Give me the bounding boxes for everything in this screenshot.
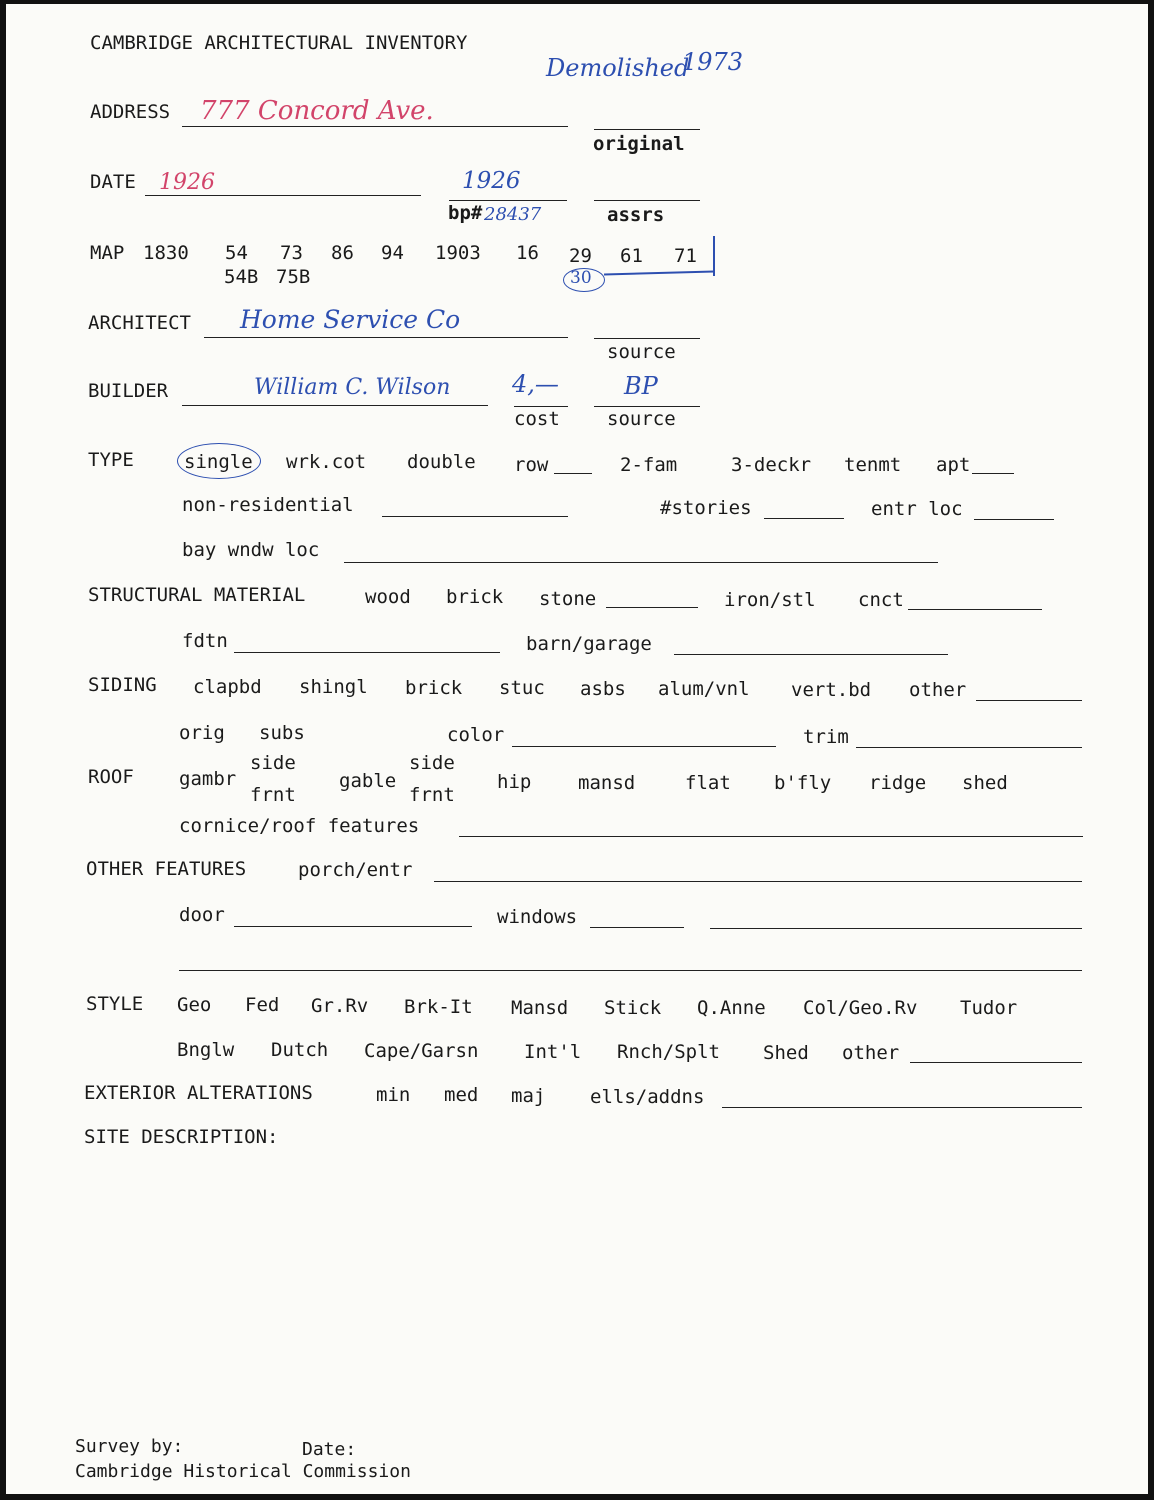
builder-label: BUILDER [88, 380, 169, 402]
style-geo[interactable]: Geo [177, 994, 212, 1016]
original-line [594, 129, 700, 130]
siding-orig[interactable]: orig [179, 722, 225, 744]
siding-vert[interactable]: vert.bd [791, 679, 872, 701]
type-row[interactable]: row [514, 454, 549, 476]
windows-line-2[interactable] [710, 928, 1082, 929]
architect-label: ARCHITECT [88, 312, 191, 334]
survey-date-label: Date: [302, 1439, 357, 1460]
siding-other[interactable]: other [909, 679, 967, 701]
form-title: CAMBRIDGE ARCHITECTURAL INVENTORY [90, 32, 468, 54]
map-year-75b: 75B [276, 266, 311, 288]
stone-line [606, 607, 698, 608]
type-single-circle-mark [177, 443, 261, 479]
date-line [145, 195, 421, 196]
style-label: STYLE [86, 993, 144, 1015]
roof-hip[interactable]: hip [497, 771, 532, 793]
style-fed[interactable]: Fed [245, 994, 280, 1016]
builder-source-value: BP [624, 372, 658, 400]
windows-label: windows [497, 906, 578, 928]
assrs-label: assrs [607, 204, 665, 226]
map-year-1903: 1903 [435, 242, 481, 264]
extra-line[interactable] [179, 970, 1082, 971]
date-label: DATE [90, 171, 136, 193]
map-year-29: 29 [569, 245, 592, 267]
style-other-line[interactable] [910, 1062, 1082, 1063]
siding-clapbd[interactable]: clapbd [193, 676, 262, 698]
structural-brick[interactable]: brick [446, 586, 504, 608]
roof-gable-frnt[interactable]: frnt [409, 784, 455, 806]
address-value: 777 Concord Ave. [200, 96, 434, 126]
map-year-16: 16 [516, 242, 539, 264]
bay-wndw-line[interactable] [344, 562, 938, 563]
exterior-min[interactable]: min [376, 1084, 411, 1106]
roof-ridge[interactable]: ridge [869, 772, 927, 794]
siding-brick[interactable]: brick [405, 677, 463, 699]
style-tudor[interactable]: Tudor [960, 997, 1018, 1019]
style-grrv[interactable]: Gr.Rv [311, 995, 369, 1017]
map-year-86: 86 [331, 242, 354, 264]
cost-value: 4,— [512, 370, 559, 398]
demolished-year: 1973 [682, 48, 744, 76]
exterior-med[interactable]: med [444, 1084, 479, 1106]
cost-label: cost [514, 408, 560, 430]
style-cape[interactable]: Cape/Garsn [364, 1040, 479, 1062]
cost-line [514, 406, 568, 407]
siding-shingl[interactable]: shingl [299, 676, 368, 698]
style-mansd[interactable]: Mansd [511, 997, 569, 1019]
style-bnglw[interactable]: Bnglw [177, 1039, 235, 1061]
siding-stuc[interactable]: stuc [499, 677, 545, 699]
builder-source-line [594, 406, 700, 407]
type-tenmt[interactable]: tenmt [844, 454, 902, 476]
roof-gable-side[interactable]: side [409, 752, 455, 774]
barn-garage-label: barn/garage [526, 633, 652, 655]
siding-alum[interactable]: alum/vnl [658, 678, 750, 700]
bp-year: 1926 [462, 168, 521, 194]
roof-label: ROOF [88, 766, 134, 788]
exterior-label: EXTERIOR ALTERATIONS [84, 1082, 313, 1104]
architect-line [204, 337, 568, 338]
map-year-54b: 54B [224, 266, 259, 288]
roof-gambr[interactable]: gambr [179, 768, 237, 790]
original-label: original [593, 133, 685, 155]
door-line[interactable] [234, 926, 472, 927]
builder-source-label: source [607, 408, 676, 430]
map-circled-year: 30 [570, 268, 592, 288]
other-features-label: OTHER FEATURES [86, 858, 247, 880]
structural-cnct[interactable]: cnct [858, 589, 904, 611]
address-line [182, 126, 568, 127]
style-colgeorv[interactable]: Col/Geo.Rv [803, 997, 918, 1019]
assrs-line [594, 200, 700, 201]
style-dutch[interactable]: Dutch [271, 1039, 329, 1061]
cornice-line[interactable] [459, 836, 1083, 837]
cnct-line [908, 609, 1042, 610]
map-year-71: 71 [674, 245, 697, 267]
style-intl[interactable]: Int'l [524, 1041, 582, 1063]
structural-stone[interactable]: stone [539, 588, 597, 610]
type-apt-line [972, 473, 1014, 474]
siding-asbs[interactable]: asbs [580, 678, 626, 700]
inventory-form-sheet [6, 4, 1148, 1494]
site-description-label: SITE DESCRIPTION: [84, 1126, 279, 1148]
architect-source-label: source [607, 341, 676, 363]
porch-line[interactable] [434, 881, 1082, 882]
barn-garage-line[interactable] [674, 654, 948, 655]
map-year-73: 73 [280, 242, 303, 264]
type-double[interactable]: double [407, 451, 476, 473]
style-brkit[interactable]: Brk-It [404, 996, 473, 1018]
bay-wndw-label: bay wndw loc [182, 539, 320, 561]
ells-line[interactable] [722, 1107, 1082, 1108]
style-rnch[interactable]: Rnch/Splt [617, 1041, 720, 1063]
address-label: ADDRESS [90, 101, 171, 123]
roof-bfly[interactable]: b'fly [774, 772, 832, 794]
roof-gambr-side[interactable]: side [250, 752, 296, 774]
ells-label: ells/addns [590, 1086, 705, 1108]
map-pen-bar [713, 236, 715, 276]
type-single[interactable]: single [184, 451, 253, 473]
stories-label: #stories [660, 497, 752, 519]
map-label: MAP [90, 242, 125, 264]
map-year-94: 94 [381, 242, 404, 264]
map-year-61: 61 [620, 245, 643, 267]
cornice-label: cornice/roof features [179, 815, 420, 837]
entr-loc-label: entr loc [871, 498, 963, 520]
roof-shed[interactable]: shed [962, 772, 1008, 794]
date-value: 1926 [159, 170, 215, 195]
structural-iron[interactable]: iron/stl [724, 589, 816, 611]
siding-subs[interactable]: subs [259, 722, 305, 744]
type-label: TYPE [88, 449, 134, 471]
fdtn-label: fdtn [182, 630, 228, 652]
non-residential-label: non-residential [182, 494, 354, 516]
type-row-line [554, 473, 592, 474]
type-wrk-cot[interactable]: wrk.cot [286, 451, 367, 473]
builder-line [182, 405, 488, 406]
roof-mansd[interactable]: mansd [578, 772, 636, 794]
builder-value: William C. Wilson [254, 375, 451, 400]
structural-label: STRUCTURAL MATERIAL [88, 584, 306, 606]
style-qanne[interactable]: Q.Anne [697, 997, 766, 1019]
stories-line[interactable] [764, 518, 844, 519]
bp-label: bp# [448, 202, 483, 224]
style-shed[interactable]: Shed [763, 1042, 809, 1064]
door-label: door [179, 904, 225, 926]
fdtn-line[interactable] [234, 652, 500, 653]
entr-loc-line[interactable] [974, 519, 1054, 520]
map-year-1830: 1830 [143, 242, 189, 264]
survey-by-label: Survey by: [75, 1436, 184, 1457]
map-pen-stroke [604, 271, 714, 276]
color-label: color [447, 724, 505, 746]
roof-flat[interactable]: flat [685, 772, 731, 794]
siding-other-line[interactable] [976, 700, 1082, 701]
bp-line [449, 200, 567, 201]
map-year-54: 54 [225, 242, 248, 264]
siding-label: SIDING [88, 674, 157, 696]
bp-number: 28437 [484, 204, 542, 225]
roof-gable[interactable]: gable [339, 770, 397, 792]
demolished-note: Demolished [546, 54, 690, 82]
architect-value: Home Service Co [240, 305, 461, 334]
roof-gambr-frnt[interactable]: frnt [250, 784, 296, 806]
type-3deckr[interactable]: 3-deckr [731, 454, 812, 476]
style-other[interactable]: other [842, 1042, 900, 1064]
porch-label: porch/entr [298, 859, 413, 881]
windows-line[interactable] [590, 927, 684, 928]
type-2fam[interactable]: 2-fam [620, 454, 678, 476]
structural-wood[interactable]: wood [365, 586, 411, 608]
trim-line[interactable] [856, 747, 1082, 748]
exterior-maj[interactable]: maj [511, 1085, 546, 1107]
commission-name: Cambridge Historical Commission [75, 1461, 411, 1482]
color-line[interactable] [512, 746, 776, 747]
style-stick[interactable]: Stick [604, 997, 662, 1019]
type-apt[interactable]: apt [936, 454, 971, 476]
non-residential-line[interactable] [382, 516, 568, 517]
architect-source-line [594, 338, 700, 339]
trim-label: trim [803, 726, 849, 748]
